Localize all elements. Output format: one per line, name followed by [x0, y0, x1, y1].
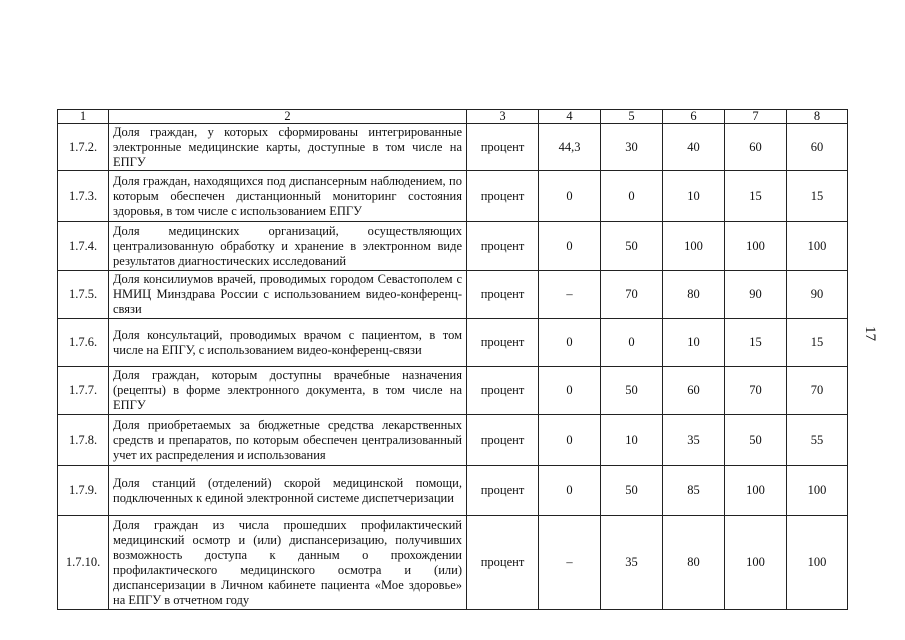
value-cell: 60	[787, 124, 848, 171]
value-cell: 50	[601, 466, 663, 516]
header-row	[58, 110, 848, 124]
value-cell: 70	[601, 271, 663, 319]
value-cell: 50	[725, 415, 787, 466]
header-cell: 7	[725, 110, 787, 124]
indicator-text: Доля граждан, которым доступны врачебные назначения (рецепты) в форме электронного документа, в том числе на ЕПГУ	[109, 367, 467, 415]
indicator-text: Доля консилиумов врачей, проводимых городом Севастополем с НМИЦ Минздрава России с использованием видео-конференц-связи	[109, 271, 467, 319]
indicator-text: Доля приобретаемых за бюджетные средства лекарственных средств и препаратов, по которым обеспечен централизованный учет их распределения и использования	[109, 415, 467, 466]
value-cell: 85	[663, 466, 725, 516]
table-row	[58, 271, 848, 319]
row-number: 1.7.5.	[58, 271, 109, 319]
unit-cell: процент	[467, 516, 539, 610]
value-cell: 0	[539, 222, 601, 271]
header-cell: 5	[601, 110, 663, 124]
row-number: 1.7.2.	[58, 124, 109, 171]
value-cell: 100	[725, 516, 787, 610]
value-cell: 100	[787, 466, 848, 516]
unit-cell: процент	[467, 466, 539, 516]
row-number: 1.7.9.	[58, 466, 109, 516]
value-cell: 100	[725, 222, 787, 271]
header-cell: 3	[467, 110, 539, 124]
value-cell: 40	[663, 124, 725, 171]
indicator-text: Доля граждан, у которых сформированы интегрированные электронные медицинские карты, доступные в том числе на ЕПГУ	[109, 124, 467, 171]
header-cell: 6	[663, 110, 725, 124]
table-row	[58, 466, 848, 516]
unit-cell: процент	[467, 319, 539, 367]
value-cell: 60	[663, 367, 725, 415]
row-number: 1.7.10.	[58, 516, 109, 610]
row-number: 1.7.4.	[58, 222, 109, 271]
table-row	[58, 171, 848, 222]
value-cell: 30	[601, 124, 663, 171]
value-cell: 10	[663, 319, 725, 367]
page-number: 17	[862, 326, 878, 341]
value-cell: 90	[787, 271, 848, 319]
table-row	[58, 319, 848, 367]
indicator-text: Доля граждан из числа прошедших профилактический медицинский осмотр и (или) диспансеризацию, получивших возможность доступа к данным о прохождении профилактического медицинского осмотра и (или) диспансеризации в Личном кабинете пациента «Мое здоровье» на ЕПГУ в отчетном году	[109, 516, 467, 610]
value-cell: 44,3	[539, 124, 601, 171]
value-cell: 100	[787, 516, 848, 610]
table-row	[58, 367, 848, 415]
value-cell: 35	[663, 415, 725, 466]
value-cell: 0	[539, 171, 601, 222]
row-number: 1.7.6.	[58, 319, 109, 367]
value-cell: 35	[601, 516, 663, 610]
value-cell: 0	[539, 466, 601, 516]
unit-cell: процент	[467, 171, 539, 222]
unit-cell: процент	[467, 271, 539, 319]
value-cell: 15	[725, 319, 787, 367]
value-cell: 15	[787, 171, 848, 222]
value-cell: 50	[601, 367, 663, 415]
value-cell: 50	[601, 222, 663, 271]
row-number: 1.7.3.	[58, 171, 109, 222]
value-cell: 70	[787, 367, 848, 415]
value-cell: 55	[787, 415, 848, 466]
indicator-text: Доля медицинских организаций, осуществляющих централизованную обработку и хранение в электронном виде результатов диагностических исследований	[109, 222, 467, 271]
value-cell: 100	[663, 222, 725, 271]
header-cell: 8	[787, 110, 848, 124]
value-cell: 15	[725, 171, 787, 222]
value-cell: 15	[787, 319, 848, 367]
value-cell: 0	[539, 319, 601, 367]
value-cell: 10	[663, 171, 725, 222]
header-cell: 1	[58, 110, 109, 124]
value-cell: 0	[539, 415, 601, 466]
row-number: 1.7.7.	[58, 367, 109, 415]
table-row	[58, 516, 848, 610]
value-cell: 100	[725, 466, 787, 516]
value-cell: –	[539, 271, 601, 319]
table-row	[58, 222, 848, 271]
header-cell: 4	[539, 110, 601, 124]
table-row	[58, 124, 848, 171]
value-cell: 90	[725, 271, 787, 319]
indicator-text: Доля граждан, находящихся под диспансерным наблюдением, по которым обеспечен дистанционный мониторинг состояния здоровья, в том числе с использованием ЕПГУ	[109, 171, 467, 222]
value-cell: –	[539, 516, 601, 610]
value-cell: 0	[601, 319, 663, 367]
unit-cell: процент	[467, 415, 539, 466]
unit-cell: процент	[467, 124, 539, 171]
value-cell: 0	[539, 367, 601, 415]
value-cell: 100	[787, 222, 848, 271]
unit-cell: процент	[467, 367, 539, 415]
value-cell: 10	[601, 415, 663, 466]
header-cell: 2	[109, 110, 467, 124]
indicator-text: Доля станций (отделений) скорой медицинской помощи, подключенных к единой электронной системе диспетчеризации	[109, 466, 467, 516]
unit-cell: процент	[467, 222, 539, 271]
indicator-text: Доля консультаций, проводимых врачом с пациентом, в том числе на ЕПГУ, с использованием видео-конференц-связи	[109, 319, 467, 367]
table-row	[58, 415, 848, 466]
value-cell: 60	[725, 124, 787, 171]
value-cell: 80	[663, 271, 725, 319]
value-cell: 70	[725, 367, 787, 415]
value-cell: 0	[601, 171, 663, 222]
row-number: 1.7.8.	[58, 415, 109, 466]
value-cell: 80	[663, 516, 725, 610]
indicators-table	[57, 109, 848, 610]
